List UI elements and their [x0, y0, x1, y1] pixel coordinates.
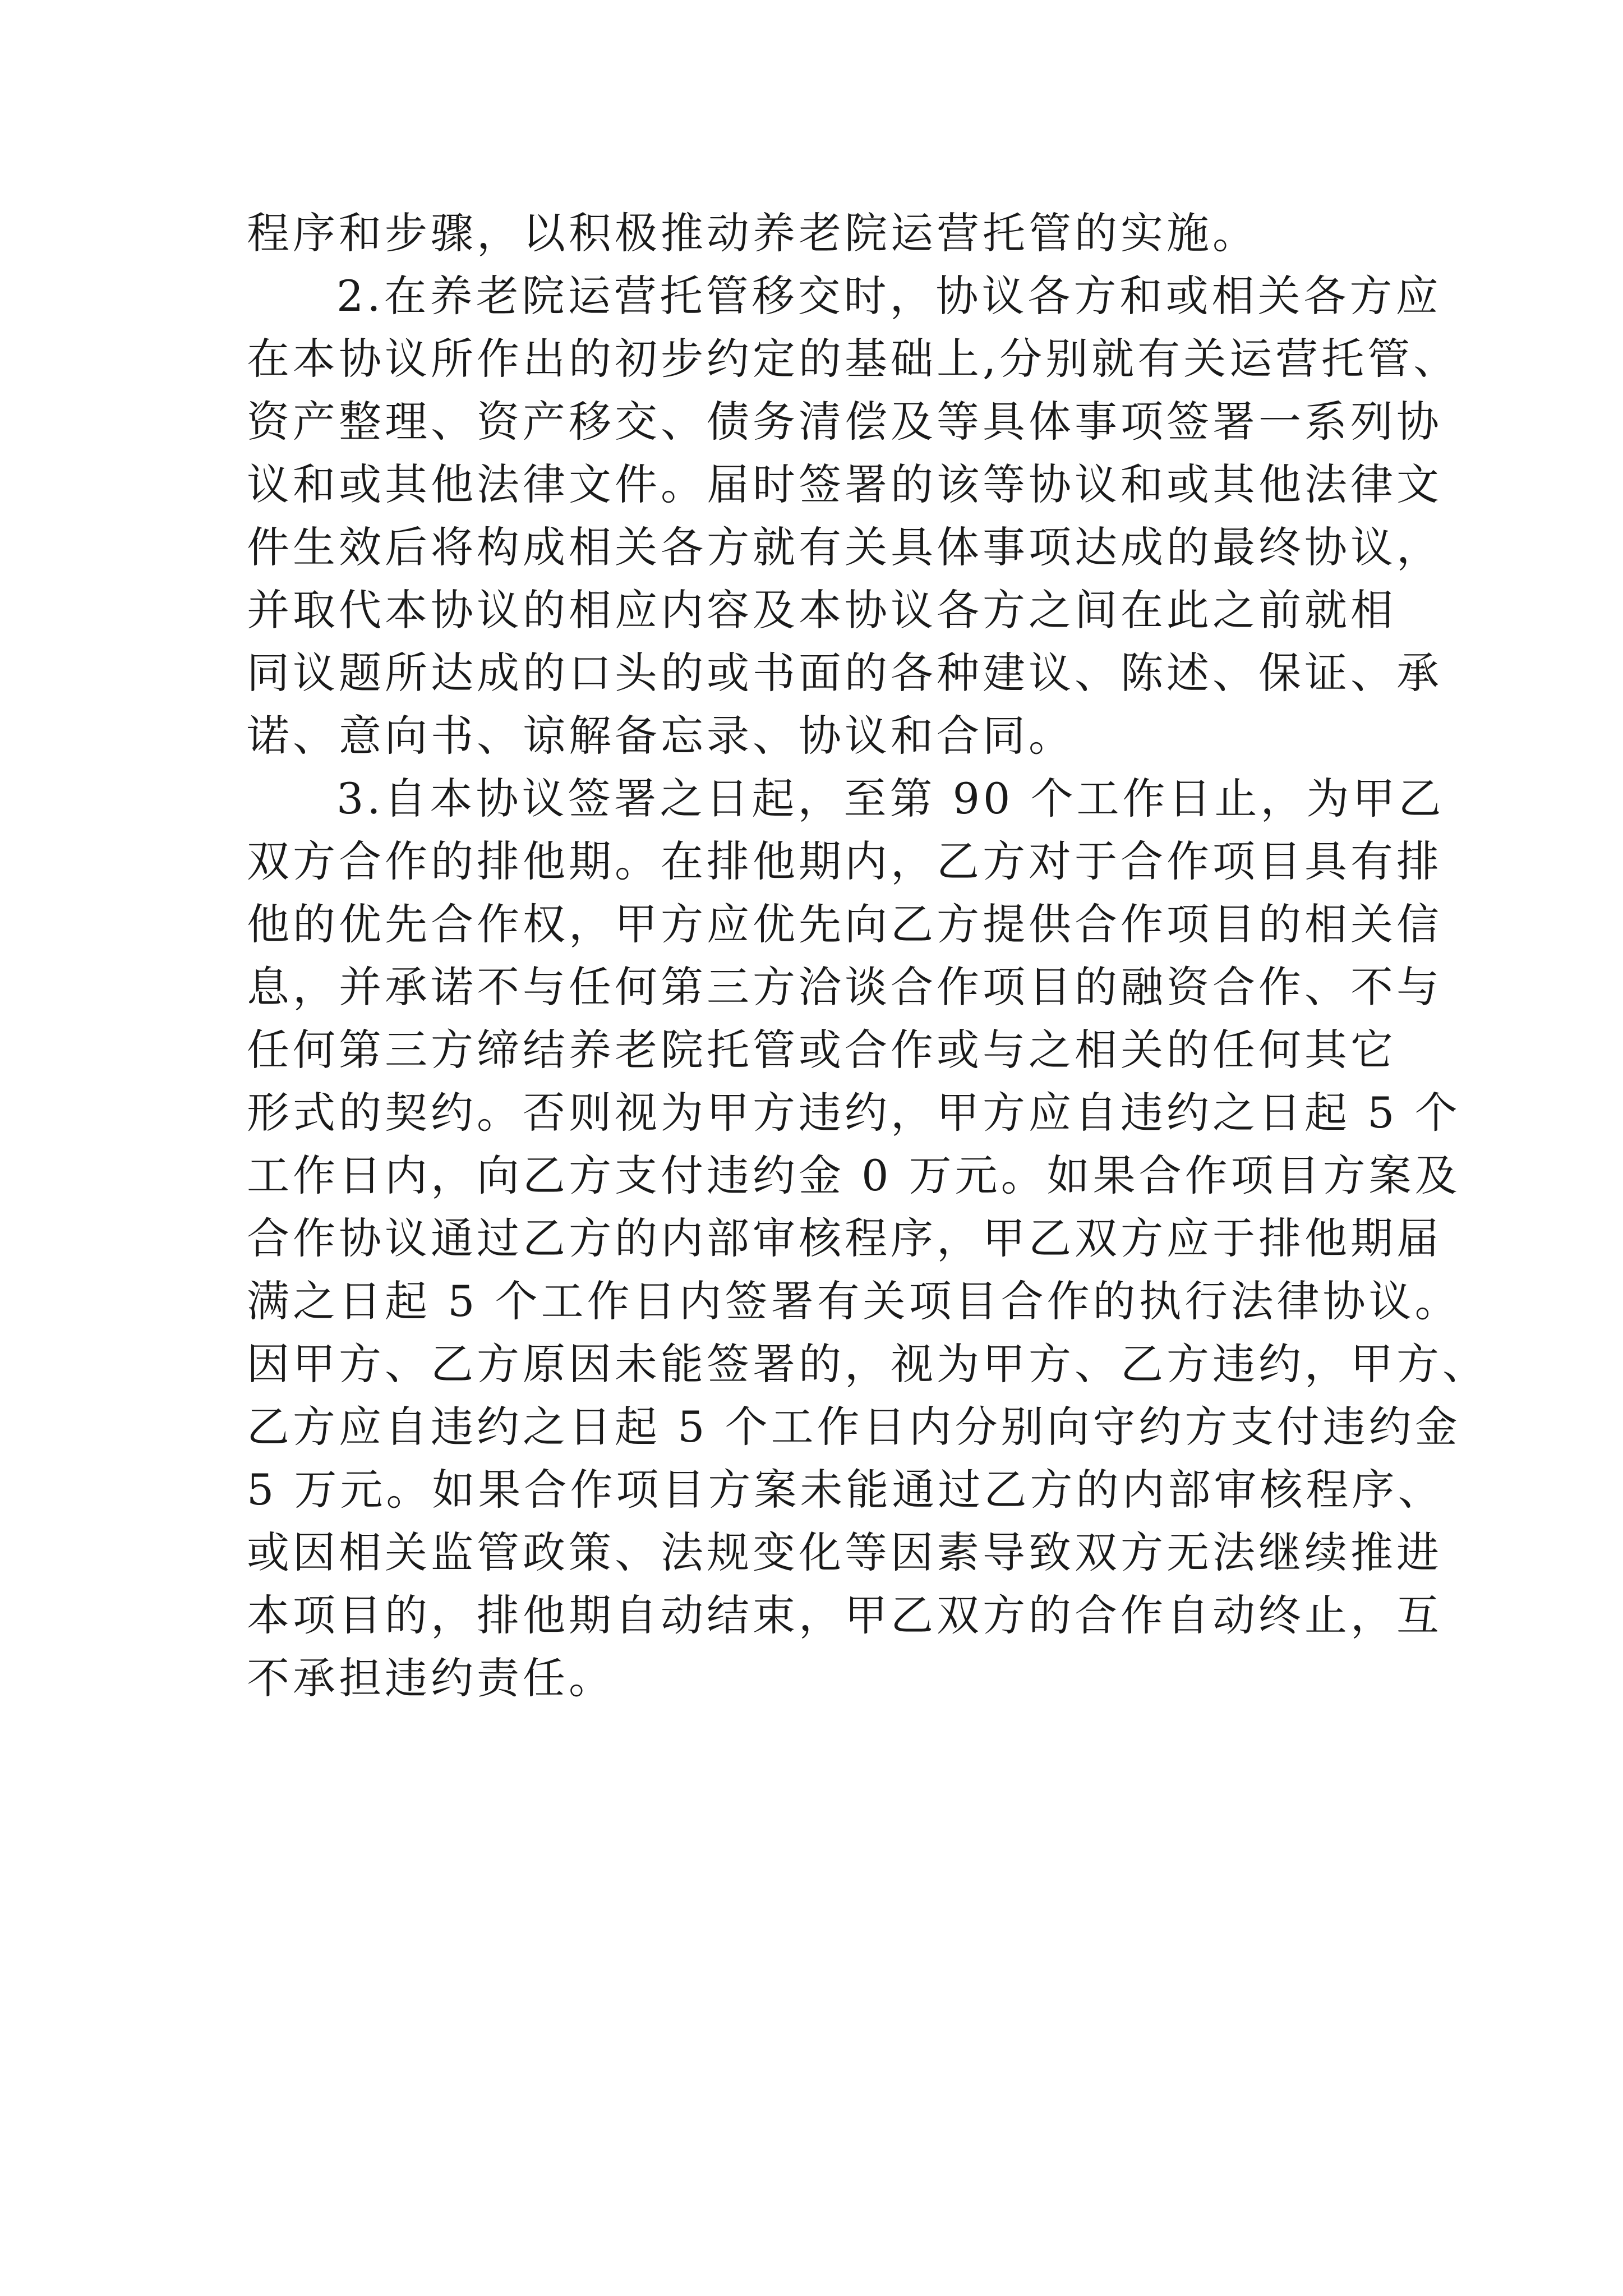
- text-line: 诺、意向书、谅解备忘录、协议和合同。: [247, 711, 1075, 761]
- text-line: 2.在养老院运营托管移交时，协议各方和或相关各方应: [336, 271, 1442, 321]
- text-line: 任何第三方缔结养老院托管或合作或与之相关的任何其它: [247, 1025, 1396, 1075]
- text-line: 并取代本协议的相应内容及本协议各方之间在此之前就相: [247, 585, 1396, 635]
- text-line: 息，并承诺不与任何第三方洽谈合作项目的融资合作、不与: [247, 962, 1442, 1012]
- text-line: 满之日起 5 个工作日内签署有关项目合作的执行法律协议。: [247, 1276, 1461, 1326]
- text-line: 3.自本协议签署之日起，至第 90 个工作日止，为甲乙: [336, 774, 1445, 823]
- text-line: 乙方应自违约之日起 5 个工作日内分别向守约方支付违约金: [247, 1402, 1461, 1452]
- text-line: 本项目的，排他期自动结束，甲乙双方的合作自动终止，互: [247, 1590, 1442, 1640]
- text-line: 资产整理、资产移交、债务清偿及等具体事项签署一系列协: [247, 397, 1442, 447]
- text-line: 他的优先合作权，甲方应优先向乙方提供合作项目的相关信: [247, 899, 1442, 949]
- text-line: 双方合作的排他期。在排他期内，乙方对于合作项目具有排: [247, 836, 1442, 886]
- text-line: 5 万元。如果合作项目方案未能通过乙方的内部审核程序、: [247, 1465, 1444, 1515]
- text-line: 件生效后将构成相关各方就有关具体事项达成的最终协议，: [247, 522, 1442, 572]
- text-line: 程序和步骤，以积极推动养老院运营托管的实施。: [247, 208, 1258, 258]
- text-line: 合作协议通过乙方的内部审核程序，甲乙双方应于排他期届: [247, 1213, 1442, 1263]
- text-line: 形式的契约。否则视为甲方违约，甲方应自违约之日起 5 个: [247, 1088, 1461, 1138]
- text-line: 议和或其他法律文件。届时签署的该等协议和或其他法律文: [247, 459, 1442, 509]
- text-line: 同议题所达成的口头的或书面的各种建议、陈述、保证、承: [247, 648, 1442, 698]
- text-line: 或因相关监管政策、法规变化等因素导致双方无法继续推进: [247, 1527, 1442, 1577]
- text-line: 因甲方、乙方原因未能签署的，视为甲方、乙方违约，甲方、: [247, 1339, 1488, 1389]
- document-body: [247, 202, 1488, 1710]
- text-line: 工作日内，向乙方支付违约金 0 万元。如果合作项目方案及: [247, 1151, 1461, 1200]
- text-line: 在本协议所作出的初步约定的基础上,分别就有关运营托管、: [247, 334, 1460, 384]
- text-line: 不承担违约责任。: [247, 1653, 615, 1703]
